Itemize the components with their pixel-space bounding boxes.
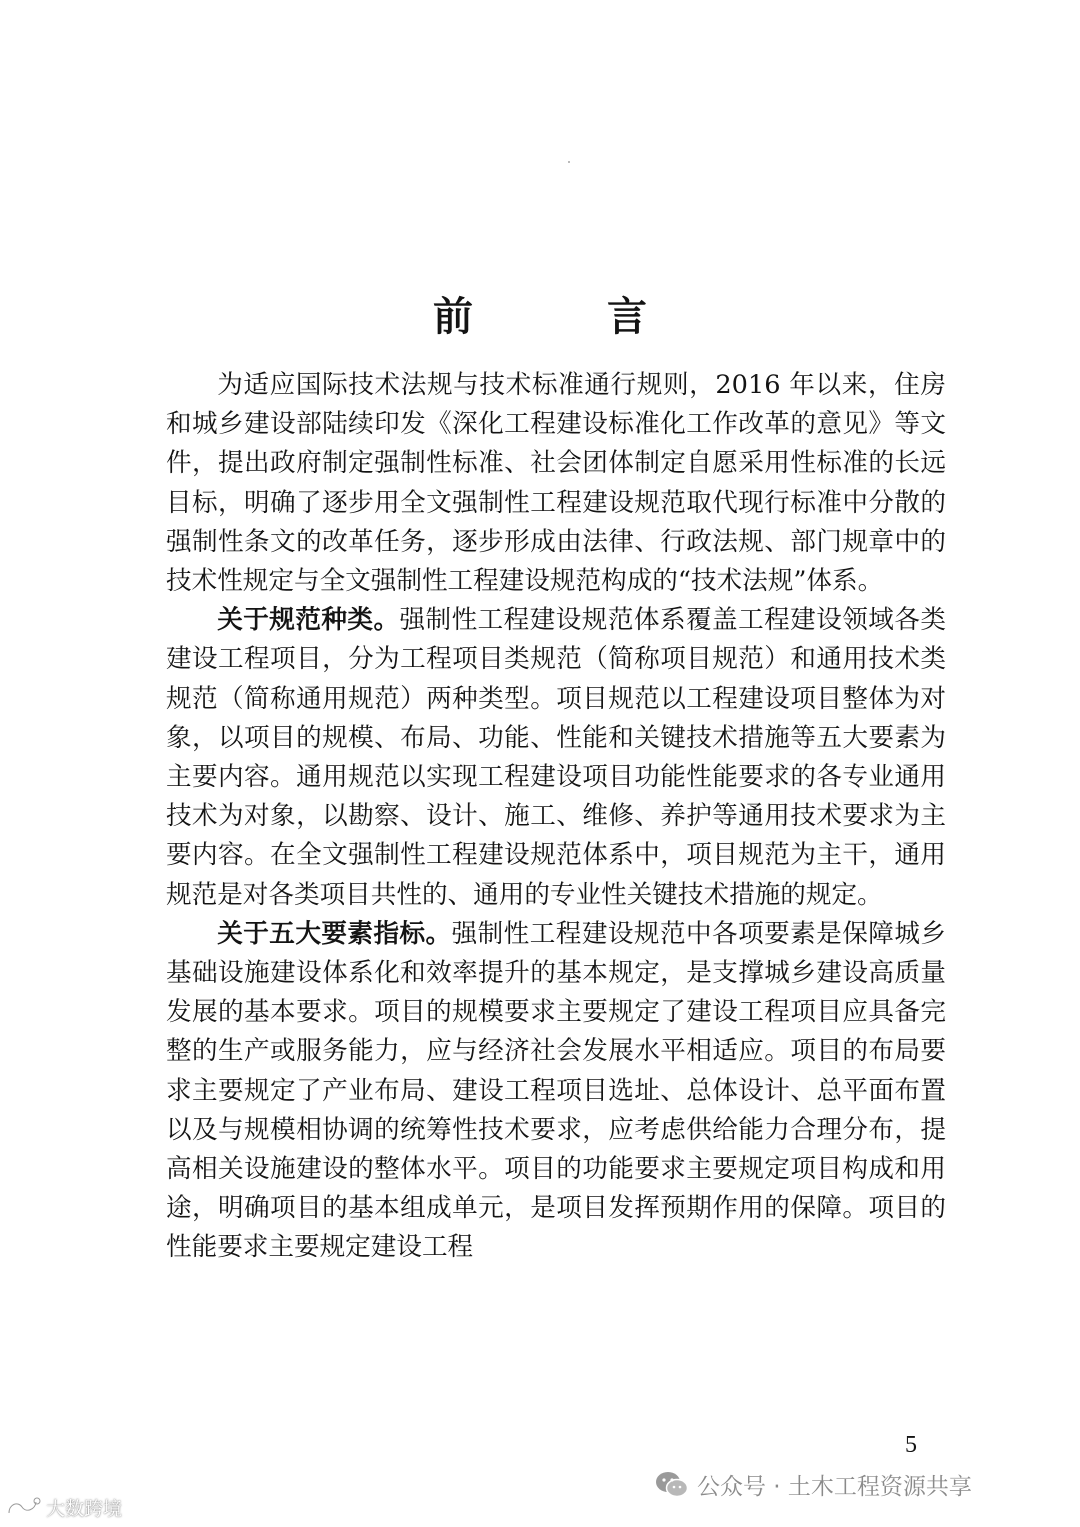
watermark: [6, 1494, 122, 1521]
wechat-icon: [655, 1471, 689, 1499]
watermark-text: 大数跨境: [46, 1498, 123, 1520]
paragraph-text: 强制性工程建设规范体系覆盖工程建设领域各类建设工程项目，分为工程项目类规范（简称项目规范）和通用技术类规范（简称通用规范）两种类型。项目规范以工程建设项目整体为对象，以项目的规模、布局、功能、性能和关键技术措施等五大要素为主要内容。通用规范以实现工程建设项目功能性能要求的各专业通用技术为对象，以勘察、设计、施工、维修、养护等通用技术要求为主要内容。在全文强制性工程建设规范体系中，项目规范为主干，通用规范是对各类项目共性的、通用的专业性关键技术措施的规定。: [166, 605, 946, 910]
page-number: 5: [905, 1432, 917, 1458]
wechat-account-label[interactable]: [655, 1468, 972, 1501]
watermark-logo-icon: [6, 1496, 42, 1520]
paragraph-lead: 关于规范种类。: [217, 605, 400, 636]
body-text: [166, 366, 946, 1268]
page-title: 前 言: [433, 292, 707, 340]
paragraph-text: 为适应国际技术法规与技术标准通行规则，2016 年以来，住房和城乡建设部陆续印发《深化工程建设标准化工作改革的意见》等文件，提出政府制定强制性标准、社会团体制定自愿采用性标准的长远目标，明确了逐步用全文强制性工程建设规范取代现行标准中分散的强制性条文的改革任务，逐步形成由法律、行政法规、部门规章中的技术性规定与全文强制性工程建设规范构成的“技术法规”体系。: [166, 370, 946, 597]
paragraph-lead: 关于五大要素指标。: [217, 918, 452, 949]
scan-speck: [568, 161, 570, 163]
paragraph-five-elements: [166, 915, 946, 1268]
paragraph-spec-types: [166, 601, 946, 915]
wechat-account-text: 公众号 · 土木工程资源共享: [697, 1474, 972, 1500]
paragraph-intro: [166, 366, 946, 601]
paragraph-text: 强制性工程建设规范中各项要素是保障城乡基础设施建设体系化和效率提升的基本规定，是支撑城乡建设高质量发展的基本要求。项目的规模要求主要规定了建设工程项目应具备完整的生产或服务能力，应与经济社会发展水平相适应。项目的布局要求主要规定了产业布局、建设工程项目选址、总体设计、总平面布置以及与规模相协调的统筹性技术要求，应考虑供给能力合理分布，提高相关设施建设的整体水平。项目的功能要求主要规定项目构成和用途，明确项目的基本组成单元，是项目发挥预期作用的保障。项目的性能要求主要规定建设工程: [166, 918, 946, 1263]
